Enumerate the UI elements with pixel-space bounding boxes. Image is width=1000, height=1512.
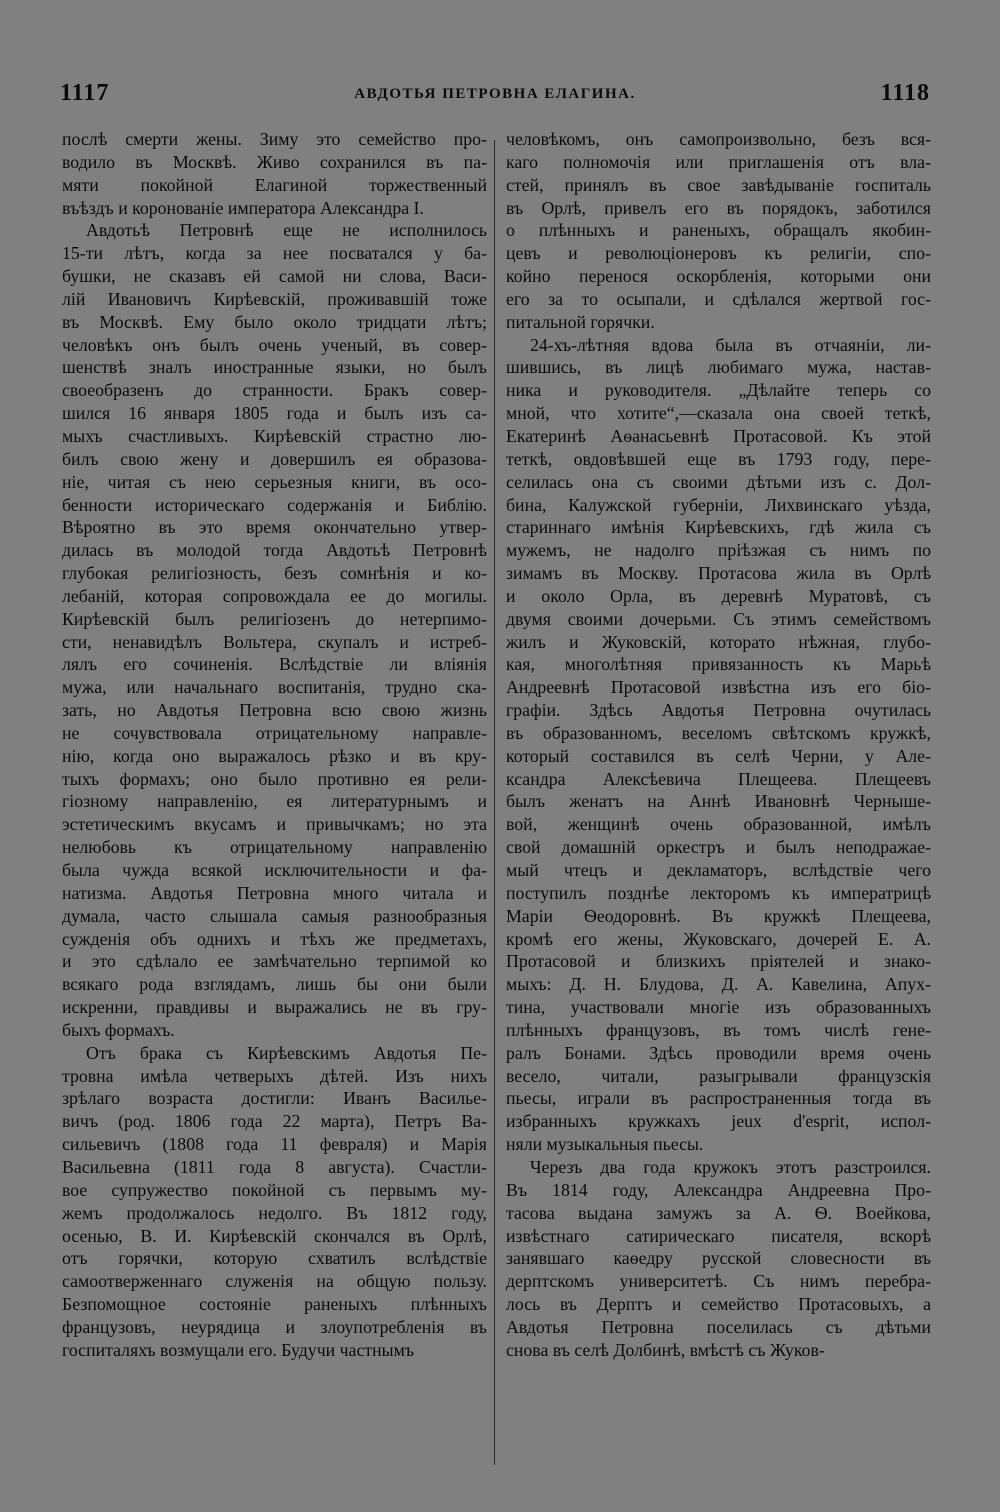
text-line: шился 16 января 1805 года и былъ изъ са- <box>62 403 487 424</box>
right-page-number: 1118 <box>880 80 930 106</box>
text-line: вое супружество покойной съ первымъ му- <box>62 1179 487 1200</box>
text-line: тина, участвовали многіе изъ образованныхъ <box>506 997 931 1018</box>
text-line: мяти покойной Елагиной торжественный <box>62 174 487 195</box>
text-line: думала, часто слышала самыя разнообразныя <box>62 905 487 926</box>
text-line: который составился въ селѣ Черни, у Але- <box>506 745 931 766</box>
text-line: Отъ брака съ Кирѣевскимъ Авдотья Пе- <box>86 1042 487 1063</box>
text-line: сужденія объ однихъ и тѣхъ же предметахъ, <box>62 928 487 949</box>
text-line: свой домашній оркестръ и былъ неподражае- <box>506 837 931 858</box>
text-line: натизма. Авдотья Петровна много читала и <box>62 882 487 903</box>
column-divider <box>494 140 495 1465</box>
text-line: извѣстнаго сатирическаго писателя, вскорѣ <box>506 1225 931 1246</box>
text-line: весело, читали, разыгрывали французскія <box>506 1065 931 1086</box>
text-line: тасова выдана замужъ за А. Ѳ. Воейкова, <box>506 1202 931 1223</box>
text-line: вичъ (род. 1806 года 22 марта), Петръ Ва- <box>62 1111 487 1132</box>
text-line: бенности историческаго содержанія и Библію. <box>62 494 487 515</box>
text-line: Протасовой и близкихъ пріятелей и знако- <box>506 951 931 972</box>
text-line: Вѣроятно въ это время окончательно утвер- <box>62 517 487 538</box>
text-line: водило въ Москвѣ. Живо сохранился въ па- <box>62 151 487 172</box>
text-line: мужа, или начальнаго воспитанія, трудно ска- <box>62 677 487 698</box>
text-line: Васильевна (1811 года 8 августа). Счастли- <box>62 1156 487 1177</box>
running-title: АВДОТЬЯ ПЕТРОВНА ЕЛАГИНА. <box>354 86 636 102</box>
text-line: своеобразенъ до странности. Бракъ совер- <box>62 380 487 401</box>
text-line: не сочувствовала отрицательному направле- <box>62 722 487 743</box>
left-page-number: 1117 <box>60 80 110 106</box>
text-line: искренни, правдивы и выражались не въ гру- <box>62 997 487 1018</box>
text-line: въ Орлѣ, привелъ его въ порядокъ, заботился <box>506 197 931 218</box>
left-column <box>62 128 487 1362</box>
text-line: плѣнныхъ французовъ, въ томъ числѣ гене- <box>506 1019 931 1040</box>
text-line: Авдотьѣ Петровнѣ еще не исполнилось <box>86 220 487 241</box>
text-line: о плѣнныхъ и раненыхъ, обращалъ якобин- <box>506 220 931 241</box>
text-line: сильевичъ (1808 года 11 февраля) и Марія <box>62 1134 487 1155</box>
text-line: зрѣлаго возраста достигли: Иванъ Васильe- <box>62 1088 487 1109</box>
text-line: няли музыкальныя пьесы. <box>506 1134 704 1155</box>
text-line: Андреевнѣ Протасовой извѣстна изъ его біо- <box>506 677 931 698</box>
text-line: французовъ, неурядица и злоупотребленія въ <box>62 1316 487 1337</box>
text-line: Екатеринѣ Аѳанасьевнѣ Протасовой. Къ этой <box>506 425 931 446</box>
text-line: поступилъ позднѣе лекторомъ къ императрицѣ <box>506 882 931 903</box>
text-line: шенствѣ зналъ иностранные языки, но былъ <box>62 357 487 378</box>
text-line: двумя своими дочерьми. Съ этимъ семействомъ <box>506 608 931 629</box>
text-line: зимамъ въ Москву. Протасова жила въ Орлѣ <box>506 563 931 584</box>
text-line: стей, принялъ въ свое завѣдываніе госпиталь <box>506 174 931 195</box>
text-line: мыхъ счастливыхъ. Кирѣевскій страстно лю- <box>62 425 487 446</box>
text-line: дерптскомъ университетѣ. Съ нимъ перебра- <box>506 1271 931 1292</box>
text-line: и около Орла, въ деревнѣ Муратовѣ, съ <box>506 585 931 606</box>
text-line: его за то осыпали, и сдѣлался жертвой гос- <box>506 288 931 309</box>
text-line: шившись, въ лицѣ любимаго мужа, настав- <box>506 357 931 378</box>
text-line: лялъ его сочиненія. Вслѣдствіе ли вліянія <box>62 654 487 675</box>
text-line: въ образованномъ, веселомъ свѣтскомъ кружкѣ, <box>506 722 931 743</box>
text-line: мной, что хотите“,—сказала она своей теткѣ, <box>506 403 931 424</box>
text-line: бина, Калужской губерніи, Лихвинскаго уѣзда, <box>506 494 931 515</box>
text-line: дилась въ молодой тогда Авдотьѣ Петровнѣ <box>62 540 487 561</box>
text-line: ника и руководителя. „Дѣлайте теперь со <box>506 380 931 401</box>
page-header <box>60 80 930 112</box>
text-line: и это сдѣлало ее замѣчательно терпимой ко <box>62 951 487 972</box>
text-line: въ Москвѣ. Ему было около тридцати лѣтъ; <box>62 311 487 332</box>
right-column <box>506 128 931 1362</box>
text-line: цевъ и революціонеровъ къ религіи, спо- <box>506 243 931 264</box>
text-line: въѣздъ и коронованіе императора Александра I. <box>62 197 424 218</box>
text-line: избранныхъ кружкахъ jeux d'esprit, испол- <box>506 1111 931 1132</box>
text-line: самоотверженнаго служенія на общую пользу. <box>62 1271 487 1292</box>
text-line: эстетическимъ вкусамъ и привычкамъ; но эта <box>62 814 487 835</box>
text-line: тыхъ формахъ; оно было противно ея рели- <box>62 768 487 789</box>
text-line: осенью, В. И. Кирѣевскій скончался въ Орлѣ, <box>62 1225 487 1246</box>
text-line: билъ свою жену и довершилъ ея образова- <box>62 448 487 469</box>
text-line: ніе, читая съ нею серьезныя книги, въ осо- <box>62 471 487 492</box>
text-line: кая, многолѣтняя привязанность къ Марьѣ <box>506 654 931 675</box>
text-line: человѣкъ онъ былъ очень ученый, въ совер- <box>62 334 487 355</box>
text-line: пьесы, играли въ распространенныя тогда въ <box>506 1088 931 1109</box>
text-line: 15-ти лѣтъ, когда за нее посватался у ба- <box>62 243 487 264</box>
text-line: ралъ Бонами. Здѣсь проводили время очень <box>506 1042 931 1063</box>
text-line: отъ горячки, которую схватилъ вслѣдствіе <box>62 1248 487 1269</box>
text-line: снова въ селѣ Долбинѣ, вмѣстѣ съ Жуков- <box>506 1339 825 1360</box>
text-line: лось въ Дерптъ и семейство Протасовыхъ, а <box>506 1294 931 1315</box>
text-line: была чужда всякой исключительности и фа- <box>62 860 487 880</box>
text-line: стариннаго имѣнія Кирѣевскихъ, гдѣ жила съ <box>506 517 931 538</box>
text-line: питальной горячки. <box>506 311 655 332</box>
text-line: графіи. Здѣсь Авдотья Петровна очутилась <box>506 700 931 721</box>
text-line: Маріи Ѳеодоровнѣ. Въ кружкѣ Плещеева, <box>506 905 931 926</box>
text-line: жилъ и Жуковскій, которато нѣжная, глубо- <box>506 631 931 652</box>
text-line: жемъ продолжалось недолго. Въ 1812 году, <box>62 1202 487 1223</box>
text-line: нію, когда оно выражалось рѣзко и въ кру- <box>62 745 487 766</box>
text-line: теткѣ, овдовѣвшей еще въ 1793 году, пере- <box>506 448 931 469</box>
text-line: селилась она съ своими дѣтьми изъ с. Дол- <box>506 471 931 492</box>
text-line: занявшаго каѳедру русской словесности въ <box>506 1248 931 1269</box>
text-line: былъ женатъ на Аннѣ Ивановнѣ Чернышe- <box>506 791 931 812</box>
text-line: всякаго рода взглядамъ, лишь бы они были <box>62 974 487 995</box>
text-line: Авдотья Петровна поселилась съ дѣтьми <box>506 1316 931 1337</box>
text-line: Безпомощное состояніе раненыхъ плѣнныхъ <box>62 1294 487 1315</box>
text-line: мый чтецъ и декламаторъ, вслѣдствіе чего <box>506 860 931 880</box>
text-line: лебаній, которая сопровождала ее до могилы. <box>62 585 487 606</box>
text-line: гіозному направленію, ея литературнымъ и <box>62 791 487 812</box>
text-line: тровна имѣла четверыхъ дѣтей. Изъ нихъ <box>62 1065 487 1086</box>
text-line: вой, женщинѣ очень образованной, имѣлъ <box>506 814 931 835</box>
text-line: Кирѣевскій былъ религіозенъ до нетерпимо- <box>62 608 487 629</box>
text-line: 24-хъ-лѣтняя вдова была въ отчаяніи, ли- <box>530 334 931 355</box>
text-line: кромѣ его жены, Жуковскаго, дочерей Е. А. <box>506 928 931 949</box>
text-line: Черезъ два года кружокъ этотъ разстроился. <box>530 1156 931 1177</box>
text-line: бушки, не сказавъ ей самой ни слова, Васи- <box>62 266 487 287</box>
text-line: каго полномочія или приглашенія отъ вла- <box>506 151 931 172</box>
text-line: глубокая религіозность, безъ сомнѣнія и ко- <box>62 563 487 584</box>
text-line: Въ 1814 году, Александра Андреевна Про- <box>506 1179 931 1200</box>
text-line: госпиталяхъ возмущали его. Будучи частнымъ <box>62 1339 415 1360</box>
text-line: мыхъ: Д. Н. Блудова, Д. А. Кавелина, Апух- <box>506 974 931 995</box>
text-line: сти, ненавидѣлъ Вольтера, скупалъ и истреб- <box>62 631 487 652</box>
text-line: послѣ смерти жены. Зиму это семейство про- <box>62 129 487 149</box>
text-line: нелюбовь къ отрицательному направленію <box>62 837 487 858</box>
text-line: зать, но Авдотья Петровна всю свою жизнь <box>62 700 487 721</box>
text-line: лій Ивановичъ Кирѣевскій, проживавшій тоже <box>62 288 487 309</box>
text-line: человѣкомъ, онъ самопроизвольно, безъ вся- <box>506 129 931 149</box>
text-line: мужемъ, не надолго пріѣзжая съ нимъ по <box>506 540 931 561</box>
text-line: койно перенося оскорбленія, которыми они <box>506 266 931 287</box>
text-line: быхъ формахъ. <box>62 1019 175 1040</box>
text-line: ксандра Алексѣевича Плещеева. Плещеевъ <box>506 768 931 789</box>
